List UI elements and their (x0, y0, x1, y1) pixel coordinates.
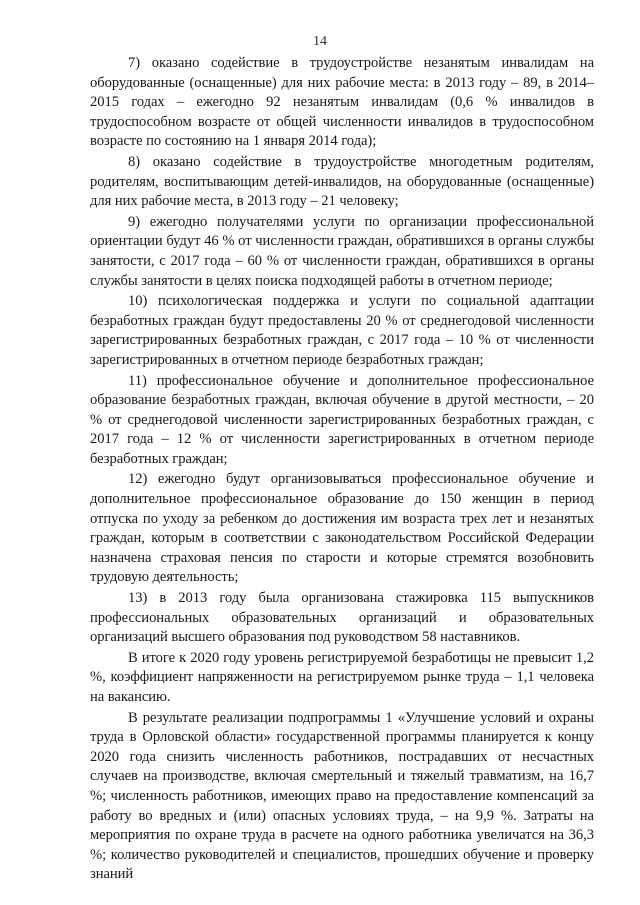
paragraph-item-12: 12) ежегодно будут организовываться профессиональное обучение и дополнительное профессиональное образование до 150 женщин в период отпуска по уходу за ребенком до достижения им возраста трех лет и незанятых граждан, которым в соответствии с законодательством Российской Федерации назначена страховая пенсия по старости и которые стремятся возобновить трудовую деятельность; (90, 471, 594, 586)
paragraph-item-9: 9) ежегодно получателями услуги по организации профессиональной ориентации будут 46 % от численности граждан, обратившихся в органы службы занятости, с 2017 года – 60 % от численности граждан, обратившихся в органы службы занятости в целях поиска подходящей работы в отчетном периоде; (90, 213, 594, 289)
document-body (90, 54, 594, 886)
page-number: 14 (313, 34, 327, 49)
paragraph-item-8: 8) оказано содействие в трудоустройстве многодетным родителям, родителям, воспитывающим детей-инвалидов, на оборудованные (оснащенные) для них рабочие места, в 2013 году – 21 человеку; (90, 153, 594, 210)
paragraph-item-11: 11) профессиональное обучение и дополнительное профессиональное образование безработных граждан, включая обучение в другой местности, – 20 % от среднегодовой численности зарегистрированных безработных граждан, с 2017 года – 12 % от численности зарегистрированных в отчетном периоде безработных граждан; (90, 372, 594, 467)
paragraph-item-13: 13) в 2013 году была организована стажировка 115 выпускников профессиональных образовательных организаций и образовательных организаций высшего образования под руководством 58 наставников. (90, 590, 594, 646)
paragraph-item-10: 10) психологическая поддержка и услуги по социальной адаптации безработных граждан будут предоставлены 20 % от среднегодовой численности зарегистрированных безработных граждан, с 2017 года – 10 % от численности зарегистрированных в отчетном периоде безработных граждан; (90, 293, 594, 368)
paragraph-item-7: 7) оказано содействие в трудоустройстве незанятым инвалидам на оборудованные (оснащенные) для них рабочие места: в 2013 году – 89, в 2014–2015 годах – ежегодно 92 незанятым инвалидам (0,6 % инвалидов в трудоспособном возрасте от общей численности инвалидов в трудоспособном возрасте по состоянию на 1 января 2014 года); (90, 55, 594, 150)
paragraph-subprogram-results: В результате реализации подпрограммы 1 «Улучшение условий и охраны труда в Орловской области» государственной программы планируется к концу 2020 года снизить численность работников, пострадавших от несчастных случаев на производстве, включая смертельный и тяжелый травматизм, на 16,7 %; численность работников, имеющих право на предоставление компенсаций за работу во вредных и (или) опасных условиях труда, – на 9,9 %. Затраты на мероприятия по охране труда в расчете на одного работника увеличатся на 36,3 %; количество руководителей и специалистов, прошедших обучение и проверку знаний (90, 709, 594, 883)
paragraph-summary: В итоге к 2020 году уровень регистрируемой безработицы не превысит 1,2 %, коэффициент напряженности на регистрируемом рынке труда – 1,1 человека на вакансию. (90, 649, 594, 705)
